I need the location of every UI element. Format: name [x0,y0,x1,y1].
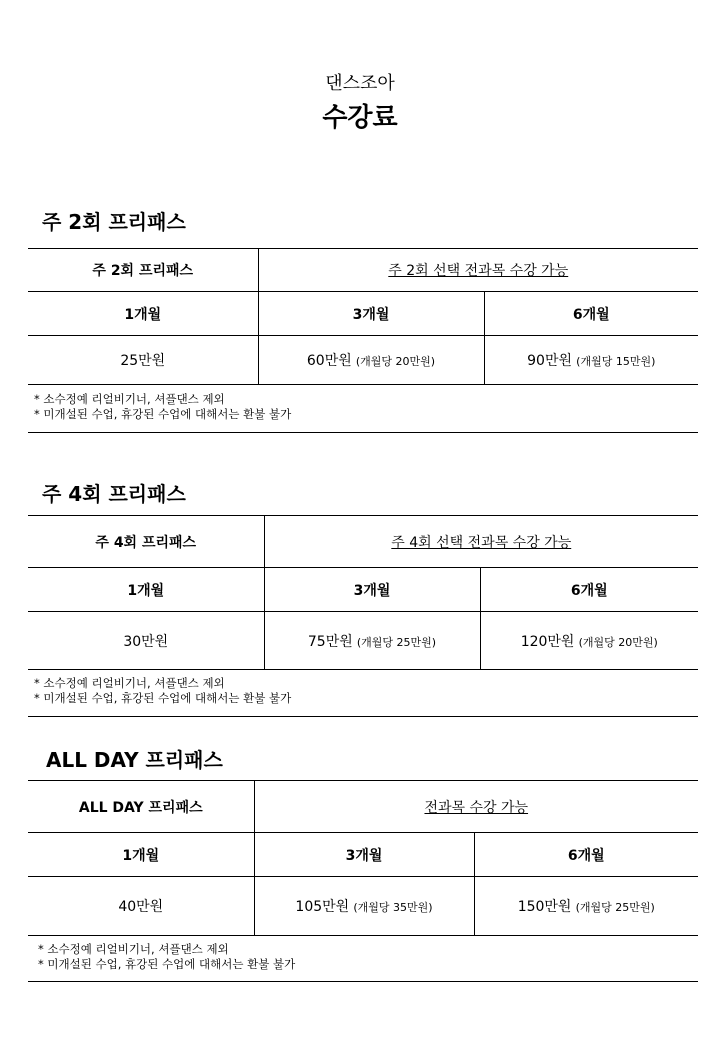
pricing-table [28,515,698,670]
pass-description: 주 4회 선택 전과목 수강 가능 [264,516,698,568]
plan-label: 6개월 [484,292,698,336]
notes [28,386,698,433]
notes [28,670,698,717]
plan-price-cell [254,877,474,936]
note-line: * 미개설된 수업, 휴강된 수업에 대해서는 환불 불가 [38,957,296,971]
plan-price-cell [28,877,254,936]
per-month-price: (개월당 25만원) [575,901,655,914]
section-title: 주 2회 프리패스 [42,210,186,234]
note-line: * 소수정예 리얼비기너, 셔플댄스 제외 [34,676,225,690]
plan-price: 40만원 [118,899,164,915]
section-title: ALL DAY 프리패스 [46,748,223,772]
plan-label: 3개월 [264,568,480,612]
per-month-price: (개월당 20만원) [355,355,436,368]
plan-price: 90만원 [527,353,573,369]
section-title: 주 4회 프리패스 [42,482,186,506]
plan-price: 150만원 [517,899,572,915]
pricing-table [28,780,698,936]
notes [28,936,698,982]
plan-price-cell [480,612,698,670]
plan-label: 1개월 [122,847,160,864]
pass-description: 전과목 수강 가능 [254,781,698,833]
pass-name: 주 4회 프리패스 [95,534,197,551]
brand-name: 댄스조아 [325,73,395,94]
pass-description: 주 2회 선택 전과목 수강 가능 [258,249,698,292]
plan-price: 120만원 [520,633,575,650]
plan-price: 105만원 [295,899,350,915]
per-month-price: (개월당 15만원) [576,355,656,368]
plan-price-cell [264,612,480,670]
note-line: * 미개설된 수업, 휴강된 수업에 대해서는 환불 불가 [34,407,292,421]
plan-price-cell [484,336,698,385]
pass-name: 주 2회 프리패스 [92,263,194,279]
plan-label: 3개월 [258,292,484,336]
plan-label: 1개월 [124,306,162,323]
plan-label: 1개월 [127,582,165,599]
plan-label: 6개월 [480,568,698,612]
plan-price-cell [28,612,264,670]
pricing-table [28,248,698,385]
plan-price: 60만원 [306,353,352,369]
plan-label: 6개월 [474,833,698,877]
per-month-price: (개월당 20만원) [578,635,658,649]
page-title: 수강료 [322,103,398,133]
pass-name: ALL DAY 프리패스 [78,799,203,816]
note-line: * 소수정예 리얼비기너, 셔플댄스 제외 [34,392,225,406]
page-header [0,72,720,136]
per-month-price: (개월당 25만원) [356,635,437,649]
note-line: * 미개설된 수업, 휴강된 수업에 대해서는 환불 불가 [34,691,292,705]
per-month-price: (개월당 35만원) [353,901,433,914]
plan-price: 30만원 [123,633,169,650]
plan-label: 3개월 [254,833,474,877]
plan-price-cell [28,336,258,385]
plan-price-cell [258,336,484,385]
plan-price: 75만원 [307,633,353,650]
note-line: * 소수정예 리얼비기너, 셔플댄스 제외 [38,942,229,956]
plan-price: 25만원 [120,353,166,369]
plan-price-cell [474,877,698,936]
